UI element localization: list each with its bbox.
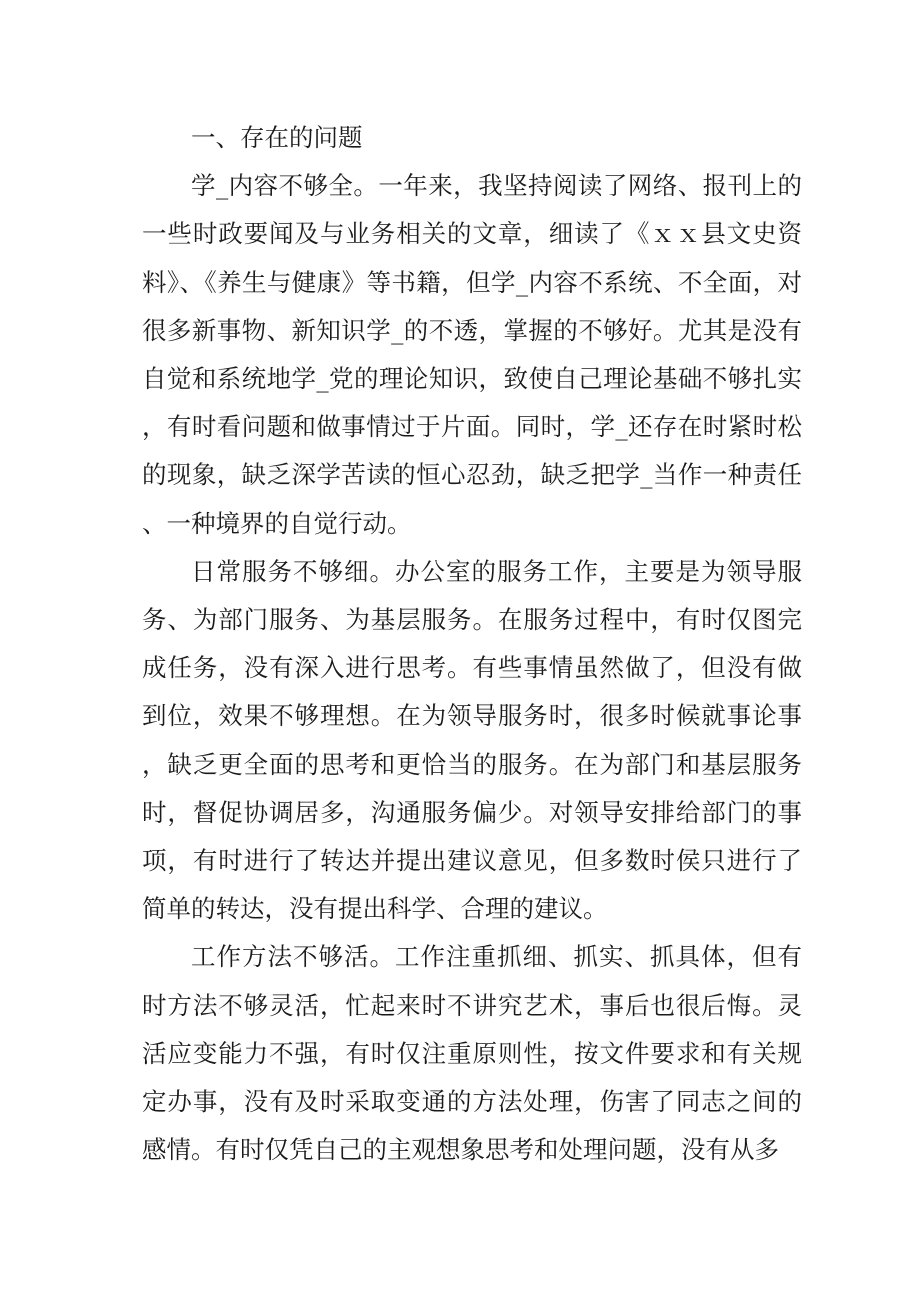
document-page — [142, 114, 802, 1174]
section-heading: 一、存在的问题 — [191, 123, 363, 152]
paragraph-study: 学_内容不够全。一年来，我坚持阅读了网络、报刊上的一些时政要闻及与业务相关的文章，细读了《ｘｘ县文史资料》、《养生与健康》等书籍，但学_内容不系统、不全面，对很多新事物、新知识学_的不透，掌握的不够好。尤其是没有自觉和系统地学_党的理论知识，致使自己理论基础不够扎实，有时看问题和做事情过于片面。同时，学_还存在时紧时松的现象，缺乏深学苦读的恒心忍劲，缺乏把学_当作一种责任、一种境界的自觉行动。 — [142, 171, 802, 538]
paragraph-method: 工作方法不够活。工作注重抓细、抓实、抓具体，但有时方法不够灵活，忙起来时不讲究艺术，事后也很后悔。灵活应变能力不强，有时仅注重原则性，按文件要求和有关规定办事，没有及时采取变通的方法处理，伤害了同志之间的感情。有时仅凭自己的主观想象思考和处理问题，没有从多 — [142, 942, 802, 1165]
paragraph-service: 日常服务不够细。办公室的服务工作，主要是为领导服务、为部门服务、为基层服务。在服务过程中，有时仅图完成任务，没有深入进行思考。有些事情虽然做了，但没有做到位，效果不够理想。在为领导服务时，很多时候就事论事，缺乏更全面的思考和更恰当的服务。在为部门和基层服务时，督促协调居多，沟通服务偏少。对领导安排给部门的事项，有时进行了转达并提出建议意见，但多数时侯只进行了简单的转达，没有提出科学、合理的建议。 — [142, 556, 802, 924]
